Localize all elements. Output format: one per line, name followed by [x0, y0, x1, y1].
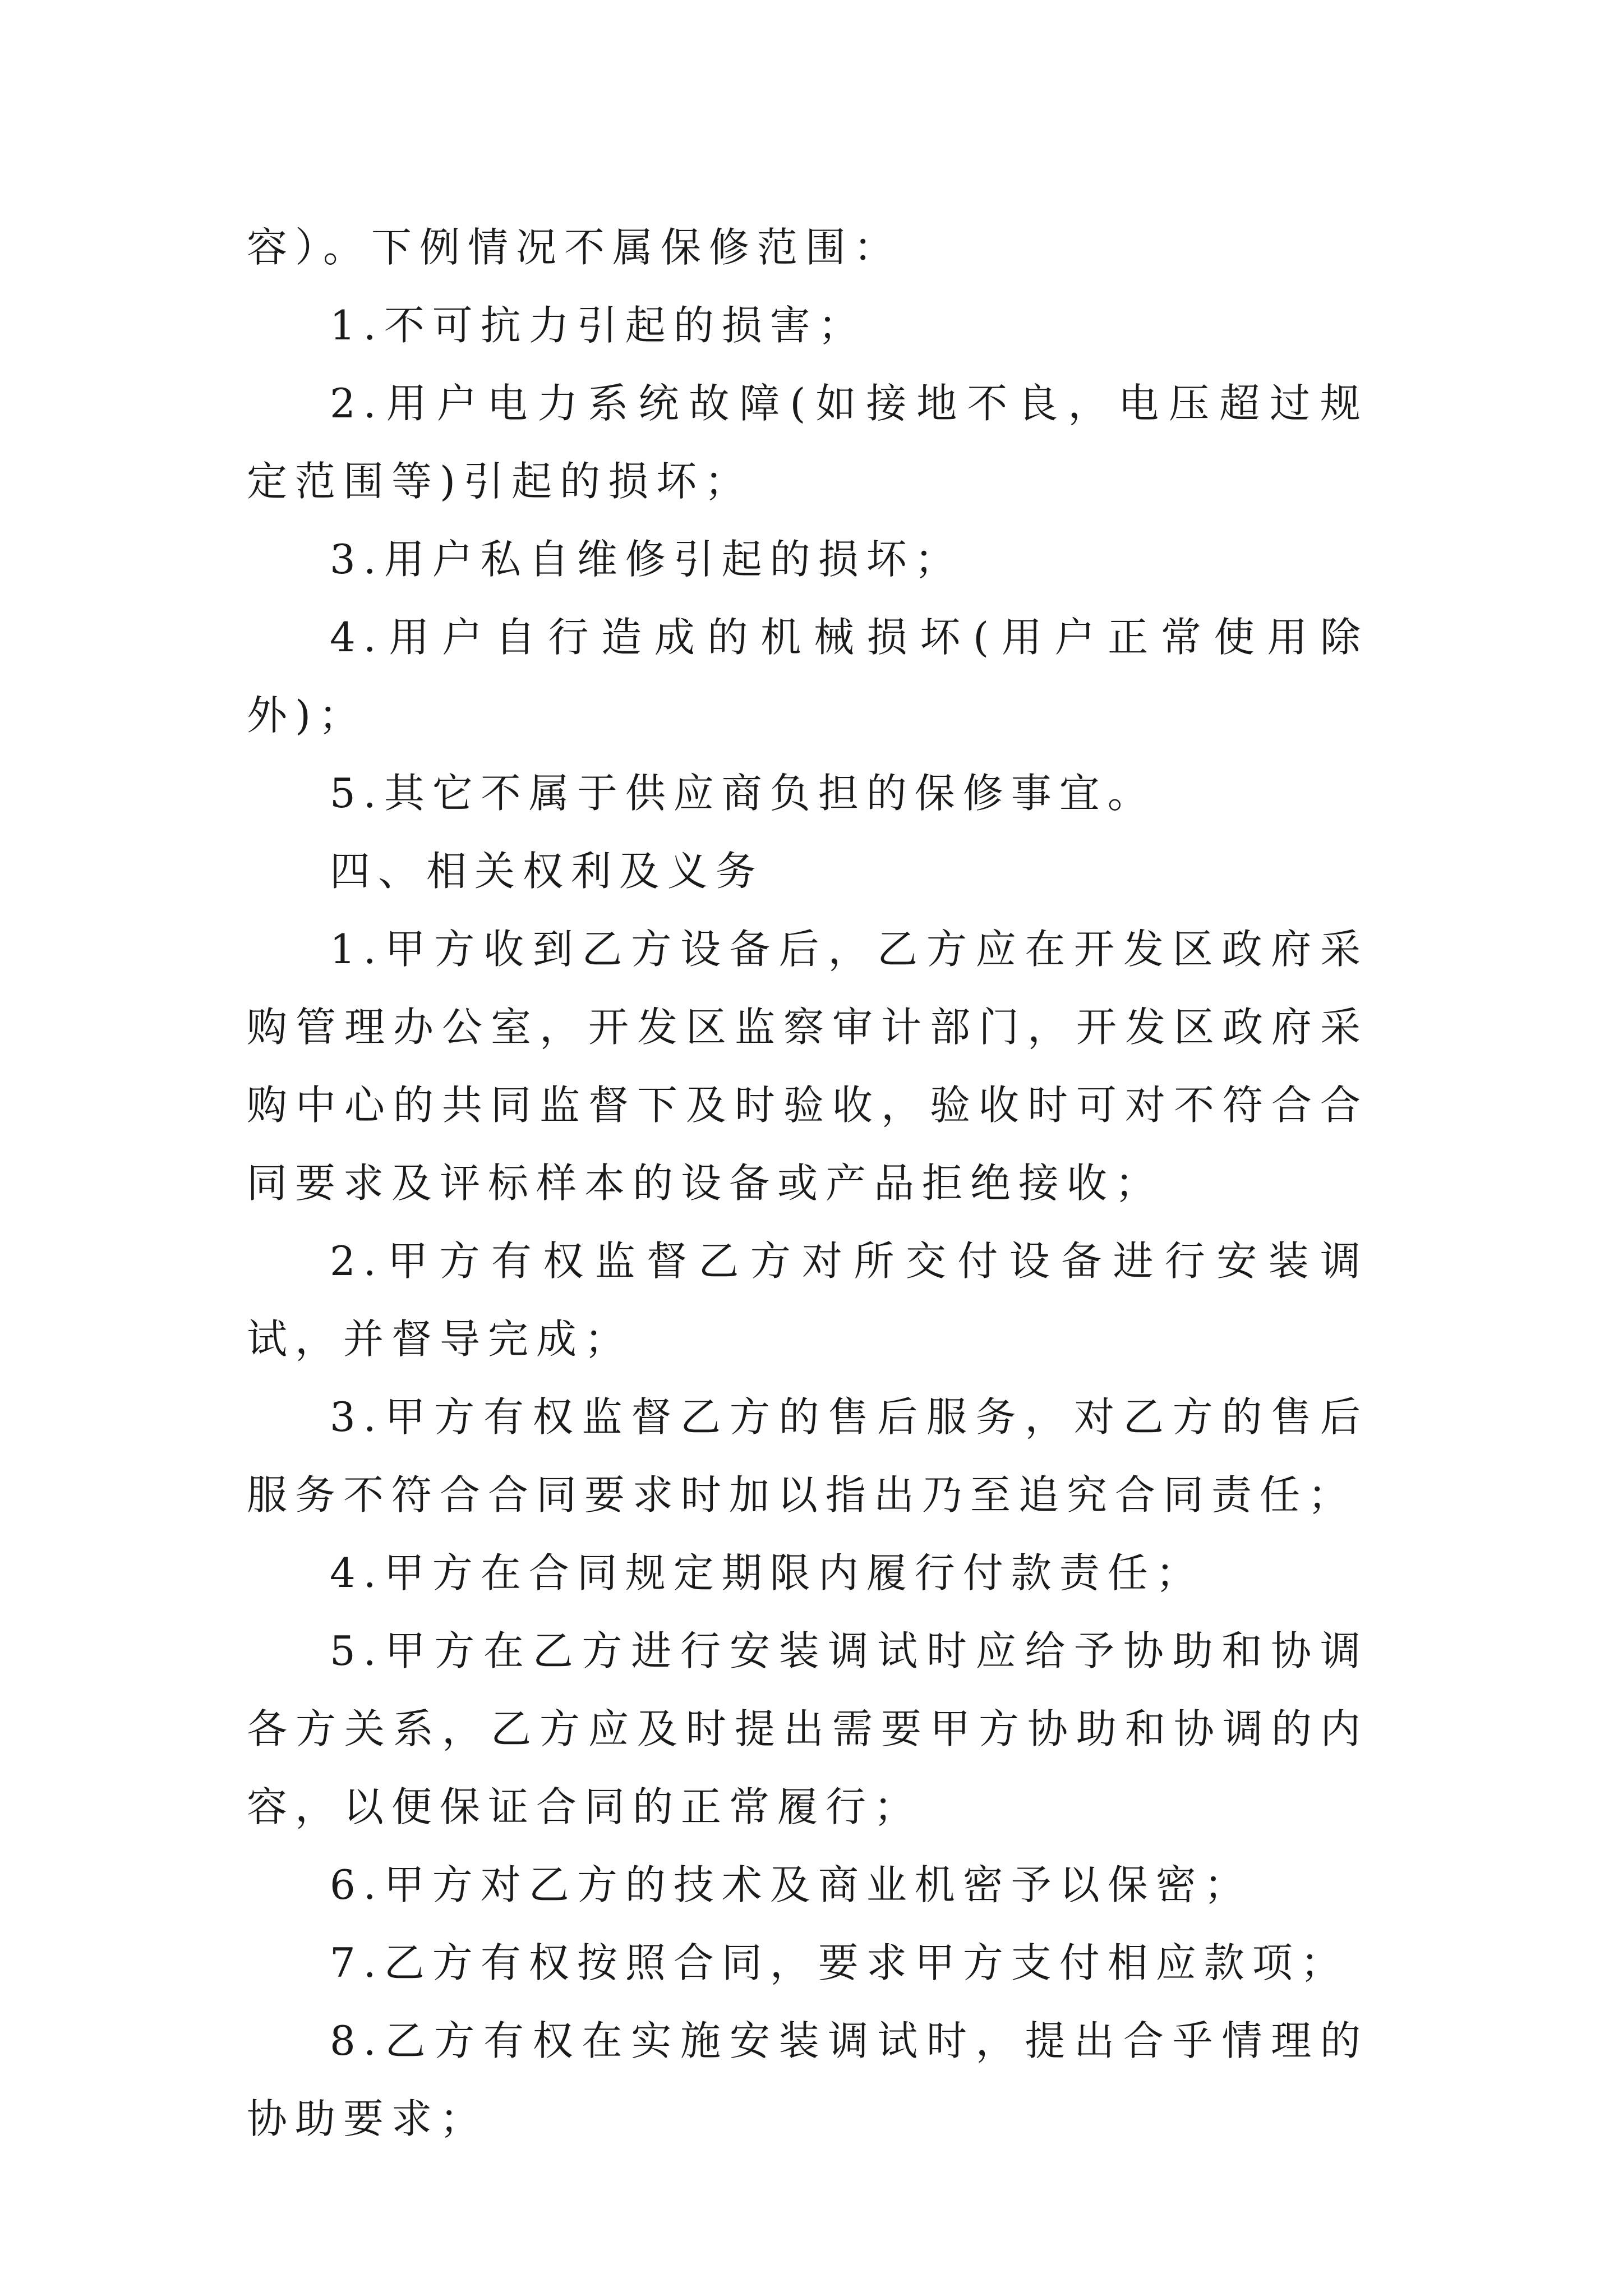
paragraph-obligation-4: 4.甲方在合同规定期限内履行付款责任；	[330, 1549, 1204, 1596]
paragraph-exclusion-2: 2.用户电力系统故障(如接地不良，电压超过规定范围等)引起的损坏；	[247, 380, 1368, 505]
document-body	[247, 209, 1368, 2158]
paragraph-obligation-6: 6.甲方对乙方的技术及商业机密予以保密；	[330, 1861, 1252, 1908]
section-heading: 四、相关权利及义务	[330, 848, 764, 895]
paragraph-obligation-8: 8.乙方有权在实施安装调试时，提出合乎情理的协助要求；	[247, 2017, 1368, 2142]
paragraph-exclusion-5: 5.其它不属于供应商负担的保修事宜。	[330, 770, 1156, 817]
paragraph-exclusion-4: 4.用户自行造成的机械损坏(用户正常使用除外)；	[247, 614, 1368, 739]
paragraph-continuation: 容）。下例情况不属保修范围：	[247, 224, 902, 271]
paragraph-obligation-7: 7.乙方有权按照合同，要求甲方支付相应款项；	[330, 1939, 1349, 1986]
paragraph-obligation-2: 2.甲方有权监督乙方对所交付设备进行安装调试，并督导完成；	[247, 1237, 1368, 1363]
paragraph-obligation-3: 3.甲方有权监督乙方的售后服务，对乙方的售后服务不符合合同要求时加以指出乃至追究合同责任；	[247, 1393, 1368, 1519]
paragraph-obligation-5: 5.甲方在乙方进行安装调试时应给予协助和协调各方关系，乙方应及时提出需要甲方协助和协调的内容，以便保证合同的正常履行；	[247, 1627, 1368, 1830]
paragraph-exclusion-1: 1.不可抗力引起的损害；	[330, 302, 866, 349]
paragraph-obligation-1: 1.甲方收到乙方设备后，乙方应在开发区政府采购管理办公室，开发区监察审计部门，开发区政府采购中心的共同监督下及时验收，验收时可对不符合合同要求及评标样本的设备或产品拒绝接收；	[247, 926, 1368, 1207]
paragraph-exclusion-3: 3.用户私自维修引起的损坏；	[330, 536, 963, 583]
